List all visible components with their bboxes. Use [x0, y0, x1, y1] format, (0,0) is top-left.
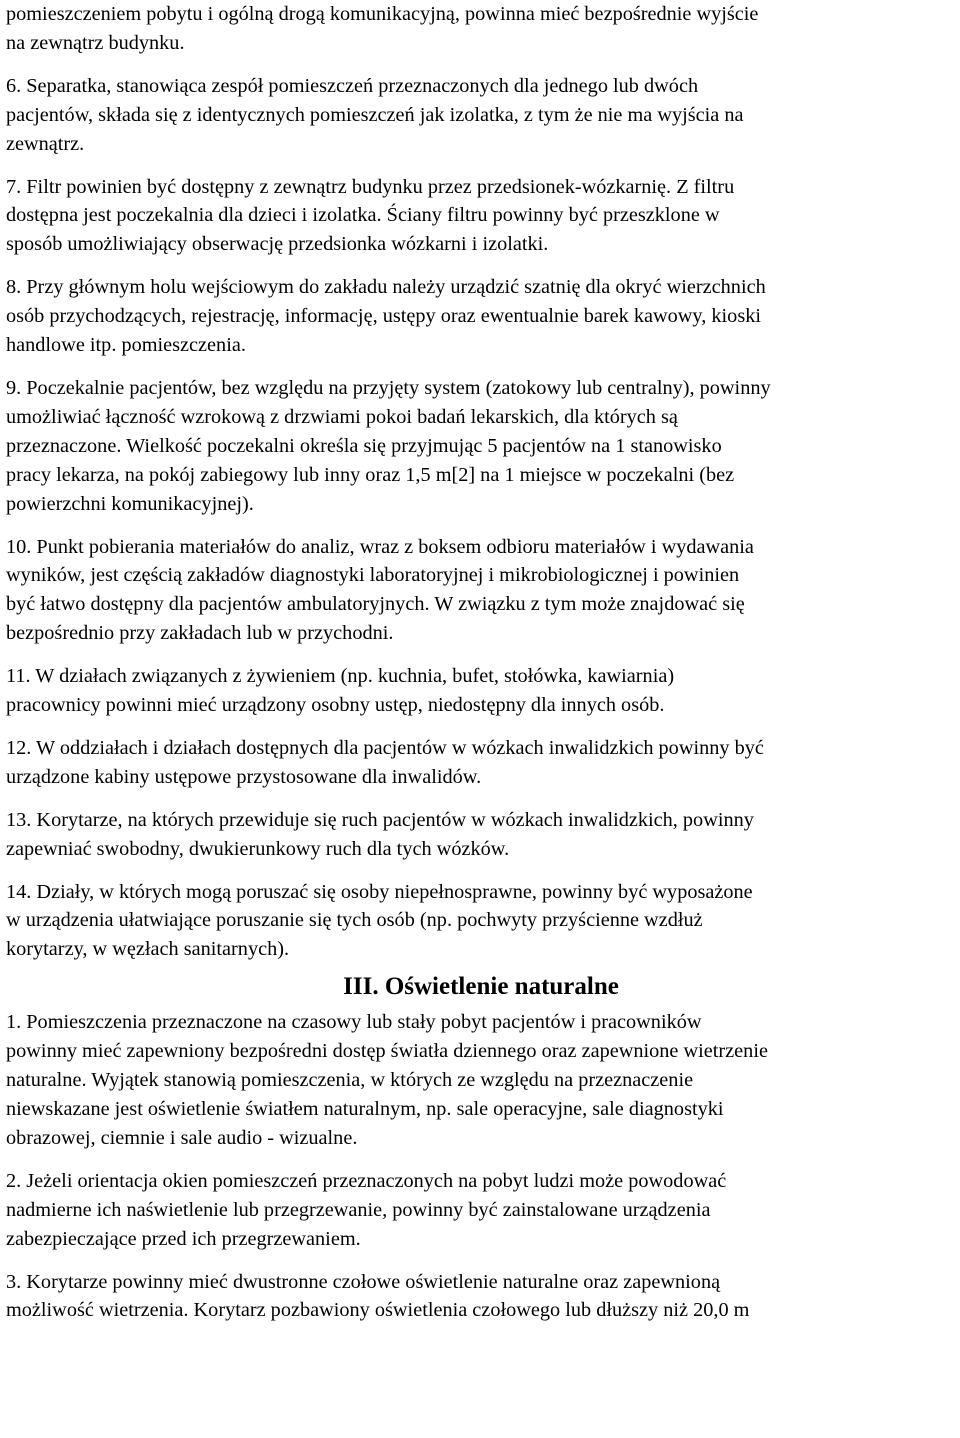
paragraph-spacer	[6, 1254, 956, 1268]
text-line: pacjentów, składa się z identycznych pomieszczeń jak izolatka, z tym że nie ma wyjścia na	[6, 103, 744, 126]
paragraph-spacer	[6, 360, 956, 374]
text-line: obrazowej, ciemnie i sale audio - wizualne.	[6, 1126, 358, 1149]
text-line: w urządzenia ułatwiające poruszanie się tych osób (np. pochwyty przyścienne wzdłuż	[6, 909, 703, 932]
paragraph-spacer	[6, 720, 956, 734]
text-line: urządzone kabiny ustępowe przystosowane dla inwalidów.	[6, 765, 482, 788]
paragraph-continuation	[6, 0, 956, 58]
paragraph-11	[6, 662, 956, 720]
document-body-bottom	[6, 1008, 956, 1325]
paragraph-iii-1	[6, 1008, 956, 1153]
text-line: być łatwo dostępny dla pacjentów ambulatoryjnych. W związku z tym może znajdować się	[6, 593, 745, 616]
text-line: 8. Przy głównym holu wejściowym do zakładu należy urządzić szatnię dla okryć wierzchnich	[6, 276, 766, 299]
paragraph-iii-2	[6, 1167, 956, 1254]
paragraph-spacer	[6, 792, 956, 806]
paragraph-spacer	[6, 159, 956, 173]
text-line: 3. Korytarze powinny mieć dwustronne czołowe oświetlenie naturalne oraz zapewnioną	[6, 1270, 721, 1293]
text-line: przeznaczone. Wielkość poczekalni określa się przyjmując 5 pacjentów na 1 stanowisko	[6, 434, 722, 457]
paragraph-spacer	[6, 519, 956, 533]
text-line: możliwość wietrzenia. Korytarz pozbawiony oświetlenia czołowego lub dłuższy niż 20,0 m	[6, 1299, 750, 1322]
paragraph-6	[6, 72, 956, 159]
text-line: osób przychodzących, rejestrację, informację, ustępy oraz ewentualnie barek kawowy, kioski	[6, 305, 761, 328]
document-body-top	[6, 0, 956, 964]
text-line: powinny mieć zapewniony bezpośredni dostęp światła dziennego oraz zapewnione wietrzenie	[6, 1040, 768, 1063]
text-line: bezpośrednio przy zakładach lub w przychodni.	[6, 622, 394, 645]
text-line: 12. W oddziałach i działach dostępnych dla pacjentów w wózkach inwalidzkich powinny być	[6, 736, 764, 759]
document-page	[6, 0, 956, 1325]
section-heading: III. Oświetlenie naturalne	[343, 973, 619, 1001]
text-line: 7. Filtr powinien być dostępny z zewnątrz budynku przez przedsionek-wózkarnię. Z filtru	[6, 175, 735, 198]
paragraph-9	[6, 374, 956, 519]
text-line: niewskazane jest oświetlenie światłem naturalnym, np. sale operacyjne, sale diagnostyki	[6, 1098, 724, 1120]
text-line: wyników, jest częścią zakładów diagnostyki laboratoryjnej i mikrobiologicznej i powinien	[6, 564, 740, 587]
text-line: handlowe itp. pomieszczenia.	[6, 334, 246, 357]
paragraph-spacer	[6, 648, 956, 662]
text-line: dostępna jest poczekalnia dla dzieci i izolatka. Ściany filtru powinny być przeszklone w	[6, 204, 720, 227]
paragraph-7	[6, 173, 956, 260]
text-line: naturalne. Wyjątek stanowią pomieszczenia, w których ze względu na przeznaczenie	[6, 1069, 694, 1092]
text-line: umożliwiać łączność wzrokową z drzwiami pokoi badań lekarskich, dla których są	[6, 405, 678, 428]
paragraph-14	[6, 878, 956, 965]
text-line: 13. Korytarze, na których przewiduje się ruch pacjentów w wózkach inwalidzkich, powinny	[6, 808, 754, 831]
text-line: pracy lekarza, na pokój zabiegowy lub inny oraz 1,5 m[2] na 1 miejsce w poczekalni (bez	[6, 463, 735, 486]
paragraph-spacer	[6, 864, 956, 878]
text-line: 14. Działy, w których mogą poruszać się osoby niepełnosprawne, powinny być wyposażone	[6, 880, 753, 903]
text-line: pomieszczeniem pobytu i ogólną drogą komunikacyjną, powinna mieć bezpośrednie wyjście	[6, 3, 759, 25]
text-line: zapewniać swobodny, dwukierunkowy ruch dla tych wózków.	[6, 837, 510, 860]
text-line: zabezpieczające przed ich przegrzewaniem.	[6, 1227, 361, 1250]
paragraph-13	[6, 806, 956, 864]
paragraph-10	[6, 533, 956, 649]
text-line: zewnątrz.	[6, 132, 85, 155]
paragraph-spacer	[6, 1153, 956, 1167]
paragraph-iii-3	[6, 1268, 956, 1326]
paragraph-8	[6, 273, 956, 360]
paragraph-spacer	[6, 259, 956, 273]
text-line: 9. Poczekalnie pacjentów, bez względu na przyjęty system (zatokowy lub centralny), powinny	[6, 376, 771, 399]
text-line: powierzchni komunikacyjnej).	[6, 492, 254, 515]
paragraph-spacer	[6, 58, 956, 72]
text-line: 10. Punkt pobierania materiałów do analiz, wraz z boksem odbioru materiałów i wydawania	[6, 535, 754, 558]
text-line: korytarzy, w węzłach sanitarnych).	[6, 938, 290, 961]
text-line: 1. Pomieszczenia przeznaczone na czasowy lub stały pobyt pacjentów i pracowników	[6, 1011, 702, 1034]
text-line: nadmierne ich naświetlenie lub przegrzewanie, powinny być zainstalowane urządzenia	[6, 1198, 711, 1221]
paragraph-12	[6, 734, 956, 792]
text-line: 2. Jeżeli orientacja okien pomieszczeń przeznaczonych na pobyt ludzi może powodować	[6, 1169, 727, 1192]
text-line: sposób umożliwiający obserwację przedsionka wózkarni i izolatki.	[6, 233, 549, 256]
text-line: 6. Separatka, stanowiąca zespół pomieszczeń przeznaczonych dla jednego lub dwóch	[6, 74, 699, 97]
text-line: na zewnątrz budynku.	[6, 31, 185, 54]
text-line: pracownicy powinni mieć urządzony osobny ustęp, niedostępny dla innych osób.	[6, 694, 665, 717]
text-line: 11. W działach związanych z żywieniem (np. kuchnia, bufet, stołówka, kawiarnia)	[6, 665, 675, 688]
